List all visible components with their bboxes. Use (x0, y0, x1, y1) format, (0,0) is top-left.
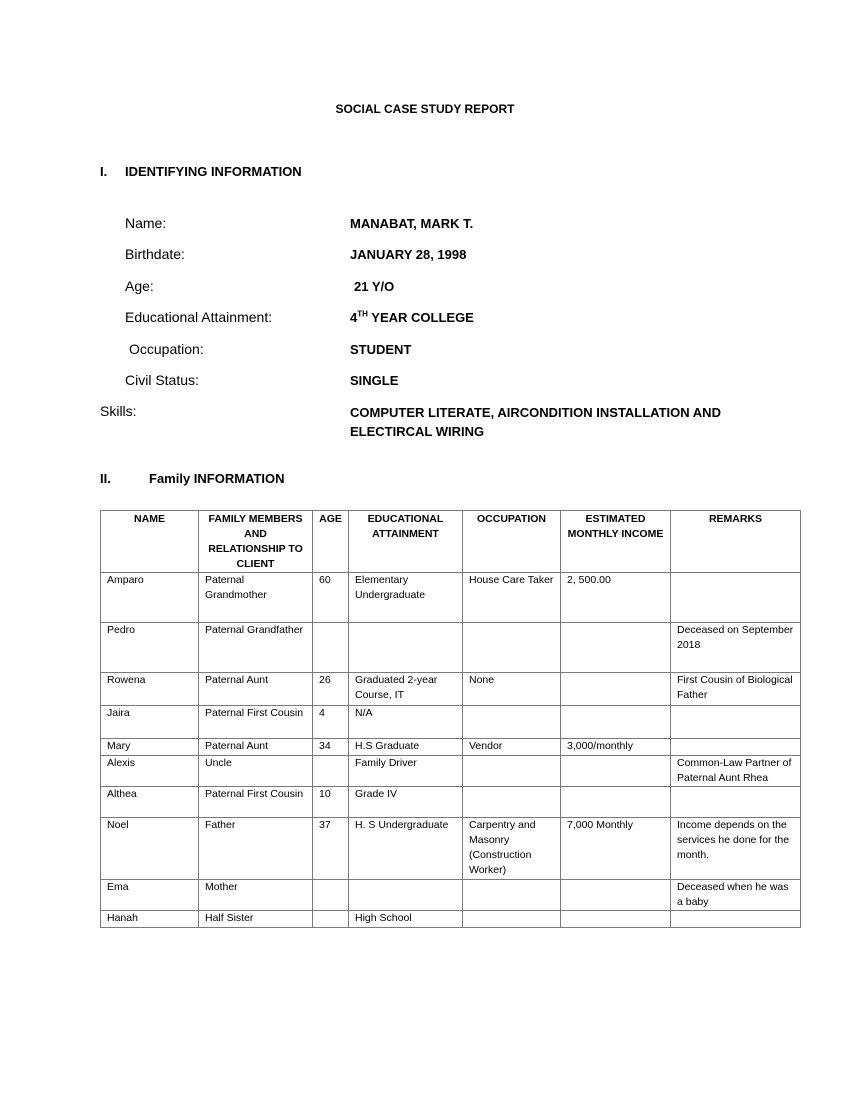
table-row (101, 673, 801, 706)
table-cell (561, 673, 671, 706)
table-cell: Paternal Grandmother (199, 573, 313, 623)
table-row (101, 739, 801, 756)
table-cell (463, 880, 561, 911)
section-family-heading (100, 471, 500, 489)
table-cell: 60 (313, 573, 349, 623)
table-cell (671, 911, 801, 928)
table-cell: Jaira (101, 706, 199, 739)
table-cell (463, 623, 561, 673)
table-cell: Elementary Undergraduate (349, 573, 463, 623)
table-cell (349, 880, 463, 911)
column-header: EDUCATIONAL ATTAINMENT (349, 511, 463, 573)
table-cell: Graduated 2-year Course, IT (349, 673, 463, 706)
table-cell (313, 880, 349, 911)
section-number: I. (100, 164, 108, 179)
column-header: ESTIMATED MONTHLY INCOME (561, 511, 671, 573)
table-row (101, 573, 801, 623)
table-cell: Deceased on September 2018 (671, 623, 801, 673)
table-cell: Income depends on the services he done for the month. (671, 818, 801, 880)
education-label: Educational Attainment: (125, 309, 273, 325)
skills-value: COMPUTER LITERATE, AIRCONDITION INSTALLATION AND ELECTIRCAL WIRING (350, 405, 721, 439)
education-value-ordinal: TH (357, 309, 368, 319)
table-cell (463, 756, 561, 787)
table-row (101, 818, 801, 880)
table-cell (561, 623, 671, 673)
section-identifying-heading (100, 164, 500, 182)
table-cell (671, 739, 801, 756)
age-label: Age: (125, 278, 154, 294)
table-cell: N/A (349, 706, 463, 739)
table-cell: 34 (313, 739, 349, 756)
table-cell: Deceased when he was a baby (671, 880, 801, 911)
table-cell (463, 787, 561, 818)
table-cell (561, 787, 671, 818)
table-cell: Common-Law Partner of Paternal Aunt Rhea (671, 756, 801, 787)
table-cell: Family Driver (349, 756, 463, 787)
table-cell: Uncle (199, 756, 313, 787)
table-cell: Paternal Aunt (199, 673, 313, 706)
table-row (101, 880, 801, 911)
birthdate-value: JANUARY 28, 1998 (350, 247, 467, 262)
table-cell: Paternal Aunt (199, 739, 313, 756)
table-cell: H. S Undergraduate (349, 818, 463, 880)
report-title: SOCIAL CASE STUDY REPORT (335, 102, 515, 116)
table-cell: Althea (101, 787, 199, 818)
table-cell (561, 706, 671, 739)
table-cell (463, 706, 561, 739)
birthdate-label: Birthdate: (125, 246, 185, 262)
table-cell (561, 756, 671, 787)
education-value (350, 310, 474, 325)
table-cell: 10 (313, 787, 349, 818)
section-title: Family INFORMATION (149, 471, 285, 486)
table-cell (561, 911, 671, 928)
table-cell: First Cousin of Biological Father (671, 673, 801, 706)
table-header-row (101, 511, 801, 573)
table-cell: Alexis (101, 756, 199, 787)
table-cell: None (463, 673, 561, 706)
section-number: II. (100, 471, 111, 486)
table-cell: Pedro (101, 623, 199, 673)
table-cell: Half Sister (199, 911, 313, 928)
age-value: 21 Y/O (354, 279, 395, 294)
education-value-rest: YEAR COLLEGE (367, 310, 474, 325)
table-row (101, 623, 801, 673)
table-cell: Paternal First Cousin (199, 787, 313, 818)
table-row (101, 706, 801, 739)
occupation-value: STUDENT (350, 342, 412, 357)
table-row (101, 787, 801, 818)
table-cell: Carpentry and Masonry (Construction Worker) (463, 818, 561, 880)
table-cell (463, 911, 561, 928)
table-cell: 7,000 Monthly (561, 818, 671, 880)
table-cell: Hanah (101, 911, 199, 928)
table-cell: Amparo (101, 573, 199, 623)
table-cell (671, 573, 801, 623)
column-header: AGE (313, 511, 349, 573)
column-header: NAME (101, 511, 199, 573)
table-cell: 4 (313, 706, 349, 739)
table-cell (349, 623, 463, 673)
column-header: FAMILY MEMBERS AND RELATIONSHIP TO CLIENT (199, 511, 313, 573)
table-cell (313, 911, 349, 928)
table-cell: Rowena (101, 673, 199, 706)
name-label: Name: (125, 215, 167, 231)
table-cell (313, 756, 349, 787)
table-cell (671, 787, 801, 818)
table-row (101, 911, 801, 928)
table-cell: Vendor (463, 739, 561, 756)
table-cell: 26 (313, 673, 349, 706)
table-cell: Father (199, 818, 313, 880)
civil-status-value: SINGLE (350, 373, 399, 388)
table-cell: Paternal First Cousin (199, 706, 313, 739)
education-value-number: 4 (350, 310, 358, 325)
family-table (100, 510, 801, 928)
table-cell: Mother (199, 880, 313, 911)
column-header: REMARKS (671, 511, 801, 573)
name-value: MANABAT, MARK T. (350, 216, 474, 231)
table-cell (313, 623, 349, 673)
table-cell: 2, 500.00 (561, 573, 671, 623)
table-cell: 37 (313, 818, 349, 880)
table-cell: High School (349, 911, 463, 928)
skills-label: Skills: (100, 403, 137, 419)
table-cell: House Care Taker (463, 573, 561, 623)
section-title: IDENTIFYING INFORMATION (125, 164, 302, 179)
table-cell: Noel (101, 818, 199, 880)
table-cell: Grade IV (349, 787, 463, 818)
occupation-label: Occupation: (129, 341, 204, 357)
table-cell (671, 706, 801, 739)
table-cell: 3,000/monthly (561, 739, 671, 756)
table-cell: Paternal Grandfather (199, 623, 313, 673)
civil-status-label: Civil Status: (125, 372, 199, 388)
column-header: OCCUPATION (463, 511, 561, 573)
table-cell: Mary (101, 739, 199, 756)
table-cell: H.S Graduate (349, 739, 463, 756)
table-row (101, 756, 801, 787)
table-cell (561, 880, 671, 911)
table-cell: Ema (101, 880, 199, 911)
